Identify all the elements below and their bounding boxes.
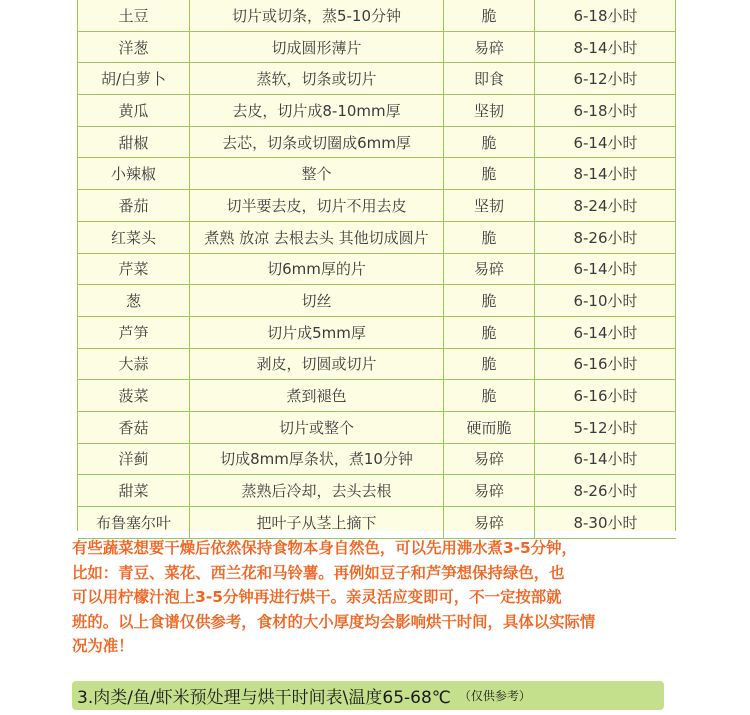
table-row (78, 348, 676, 380)
preparation-method-cell: 去芯，切条或切圈成6mm厚 (190, 126, 444, 158)
table-row (78, 443, 676, 475)
texture-cell: 易碎 (444, 507, 535, 539)
preparation-method-cell: 切片成5mm厚 (190, 316, 444, 348)
texture-cell: 坚韧 (444, 95, 535, 127)
table-row (78, 221, 676, 253)
preparation-method-cell: 切丝 (190, 285, 444, 317)
table-row (78, 507, 676, 539)
drying-time-cell: 6-12小时 (535, 63, 677, 95)
vegetable-name-cell: 芹菜 (78, 253, 190, 285)
texture-cell: 坚韧 (444, 190, 535, 222)
texture-cell: 易碎 (444, 443, 535, 475)
preparation-method-cell: 剥皮，切圆或切片 (190, 348, 444, 380)
vegetable-name-cell: 黄瓜 (78, 95, 190, 127)
tips-note (72, 536, 684, 659)
vegetable-name-cell: 洋葱 (78, 31, 190, 63)
drying-time-cell: 6-14小时 (535, 316, 677, 348)
vegetable-name-cell: 红菜头 (78, 221, 190, 253)
preparation-method-cell: 把叶子从茎上摘下 (190, 507, 444, 539)
drying-time-cell: 8-14小时 (535, 31, 677, 63)
drying-time-cell: 8-26小时 (535, 475, 677, 507)
drying-time-cell: 6-18小时 (535, 0, 677, 31)
table-row (78, 31, 676, 63)
preparation-method-cell: 蒸熟后冷却，去头去根 (190, 475, 444, 507)
section-title: 3.肉类/鱼/虾米预处理与烘干时间表\温度65-68℃ (77, 688, 451, 708)
drying-time-cell: 6-16小时 (535, 348, 677, 380)
vegetable-name-cell: 甜椒 (78, 126, 190, 158)
vegetable-name-cell: 大蒜 (78, 348, 190, 380)
texture-cell: 脆 (444, 0, 535, 31)
preparation-method-cell: 切片或整个 (190, 411, 444, 443)
drying-time-cell: 6-10小时 (535, 285, 677, 317)
note-line: 可以用柠檬汁泡上3-5分钟再进行烘干。亲灵活应变即可，不一定按部就 (72, 588, 562, 607)
preparation-method-cell: 切成8mm厚条状，煮10分钟 (190, 443, 444, 475)
drying-time-cell: 8-30小时 (535, 507, 677, 539)
table-row (78, 95, 676, 127)
texture-cell: 脆 (444, 316, 535, 348)
note-line: 有些蔬菜想要干燥后依然保持食物本身自然色，可以先用沸水煮3-5分钟， (72, 539, 577, 557)
texture-cell: 脆 (444, 158, 535, 190)
table-row (78, 411, 676, 443)
drying-time-cell: 6-14小时 (535, 253, 677, 285)
drying-time-cell: 6-14小时 (535, 443, 677, 475)
texture-cell: 脆 (444, 221, 535, 253)
note-line: 况为准！ (72, 637, 134, 656)
preparation-method-cell: 煮到褪色 (190, 380, 444, 412)
vegetable-table (78, 0, 676, 539)
vegetable-name-cell: 土豆 (78, 0, 190, 31)
table-row (78, 475, 676, 507)
preparation-method-cell: 去皮，切片成8-10mm厚 (190, 95, 444, 127)
section-subtitle: （仅供参考） (458, 689, 531, 703)
texture-cell: 脆 (444, 285, 535, 317)
vegetable-table-body (78, 0, 676, 538)
section-heading-meat-fish (72, 681, 664, 710)
vegetable-name-cell: 甜菜 (78, 475, 190, 507)
drying-time-cell: 6-18小时 (535, 95, 677, 127)
table-row (78, 63, 676, 95)
preparation-method-cell: 煮熟 放凉 去根去头 其他切成圆片 (190, 221, 444, 253)
preparation-method-cell: 蒸软，切条或切片 (190, 63, 444, 95)
table-row (78, 126, 676, 158)
preparation-method-cell: 整个 (190, 158, 444, 190)
texture-cell: 易碎 (444, 31, 535, 63)
vegetable-drying-table (77, 0, 676, 531)
texture-cell: 硬而脆 (444, 411, 535, 443)
drying-time-cell: 6-14小时 (535, 126, 677, 158)
table-row (78, 380, 676, 412)
note-line: 班的。以上食谱仅供参考，食材的大小厚度均会影响烘干时间，具体以实际情 (72, 612, 596, 631)
preparation-method-cell: 切成圆形薄片 (190, 31, 444, 63)
preparation-method-cell: 切片或切条，蒸5-10分钟 (190, 0, 444, 31)
vegetable-name-cell: 胡/白萝卜 (78, 63, 190, 95)
vegetable-name-cell: 芦笋 (78, 316, 190, 348)
note-line: 比如：青豆、菜花、西兰花和马铃薯。再例如豆子和芦笋想保持绿色，也 (72, 563, 565, 582)
vegetable-name-cell: 番茄 (78, 190, 190, 222)
vegetable-name-cell: 布鲁塞尔叶 (78, 507, 190, 539)
drying-time-cell: 8-14小时 (535, 158, 677, 190)
texture-cell: 易碎 (444, 475, 535, 507)
vegetable-name-cell: 洋蓟 (78, 443, 190, 475)
vegetable-name-cell: 香菇 (78, 411, 190, 443)
drying-time-cell: 8-26小时 (535, 221, 677, 253)
drying-time-cell: 6-16小时 (535, 380, 677, 412)
texture-cell: 脆 (444, 126, 535, 158)
texture-cell: 易碎 (444, 253, 535, 285)
texture-cell: 脆 (444, 380, 535, 412)
texture-cell: 脆 (444, 348, 535, 380)
table-row (78, 0, 676, 31)
table-row (78, 190, 676, 222)
table-row (78, 316, 676, 348)
vegetable-name-cell: 葱 (78, 285, 190, 317)
preparation-method-cell: 切半要去皮，切片不用去皮 (190, 190, 444, 222)
table-row (78, 285, 676, 317)
drying-time-cell: 8-24小时 (535, 190, 677, 222)
texture-cell: 即食 (444, 63, 535, 95)
table-row (78, 158, 676, 190)
vegetable-name-cell: 菠菜 (78, 380, 190, 412)
preparation-method-cell: 切6mm厚的片 (190, 253, 444, 285)
table-row (78, 253, 676, 285)
drying-time-cell: 5-12小时 (535, 411, 677, 443)
vegetable-name-cell: 小辣椒 (78, 158, 190, 190)
